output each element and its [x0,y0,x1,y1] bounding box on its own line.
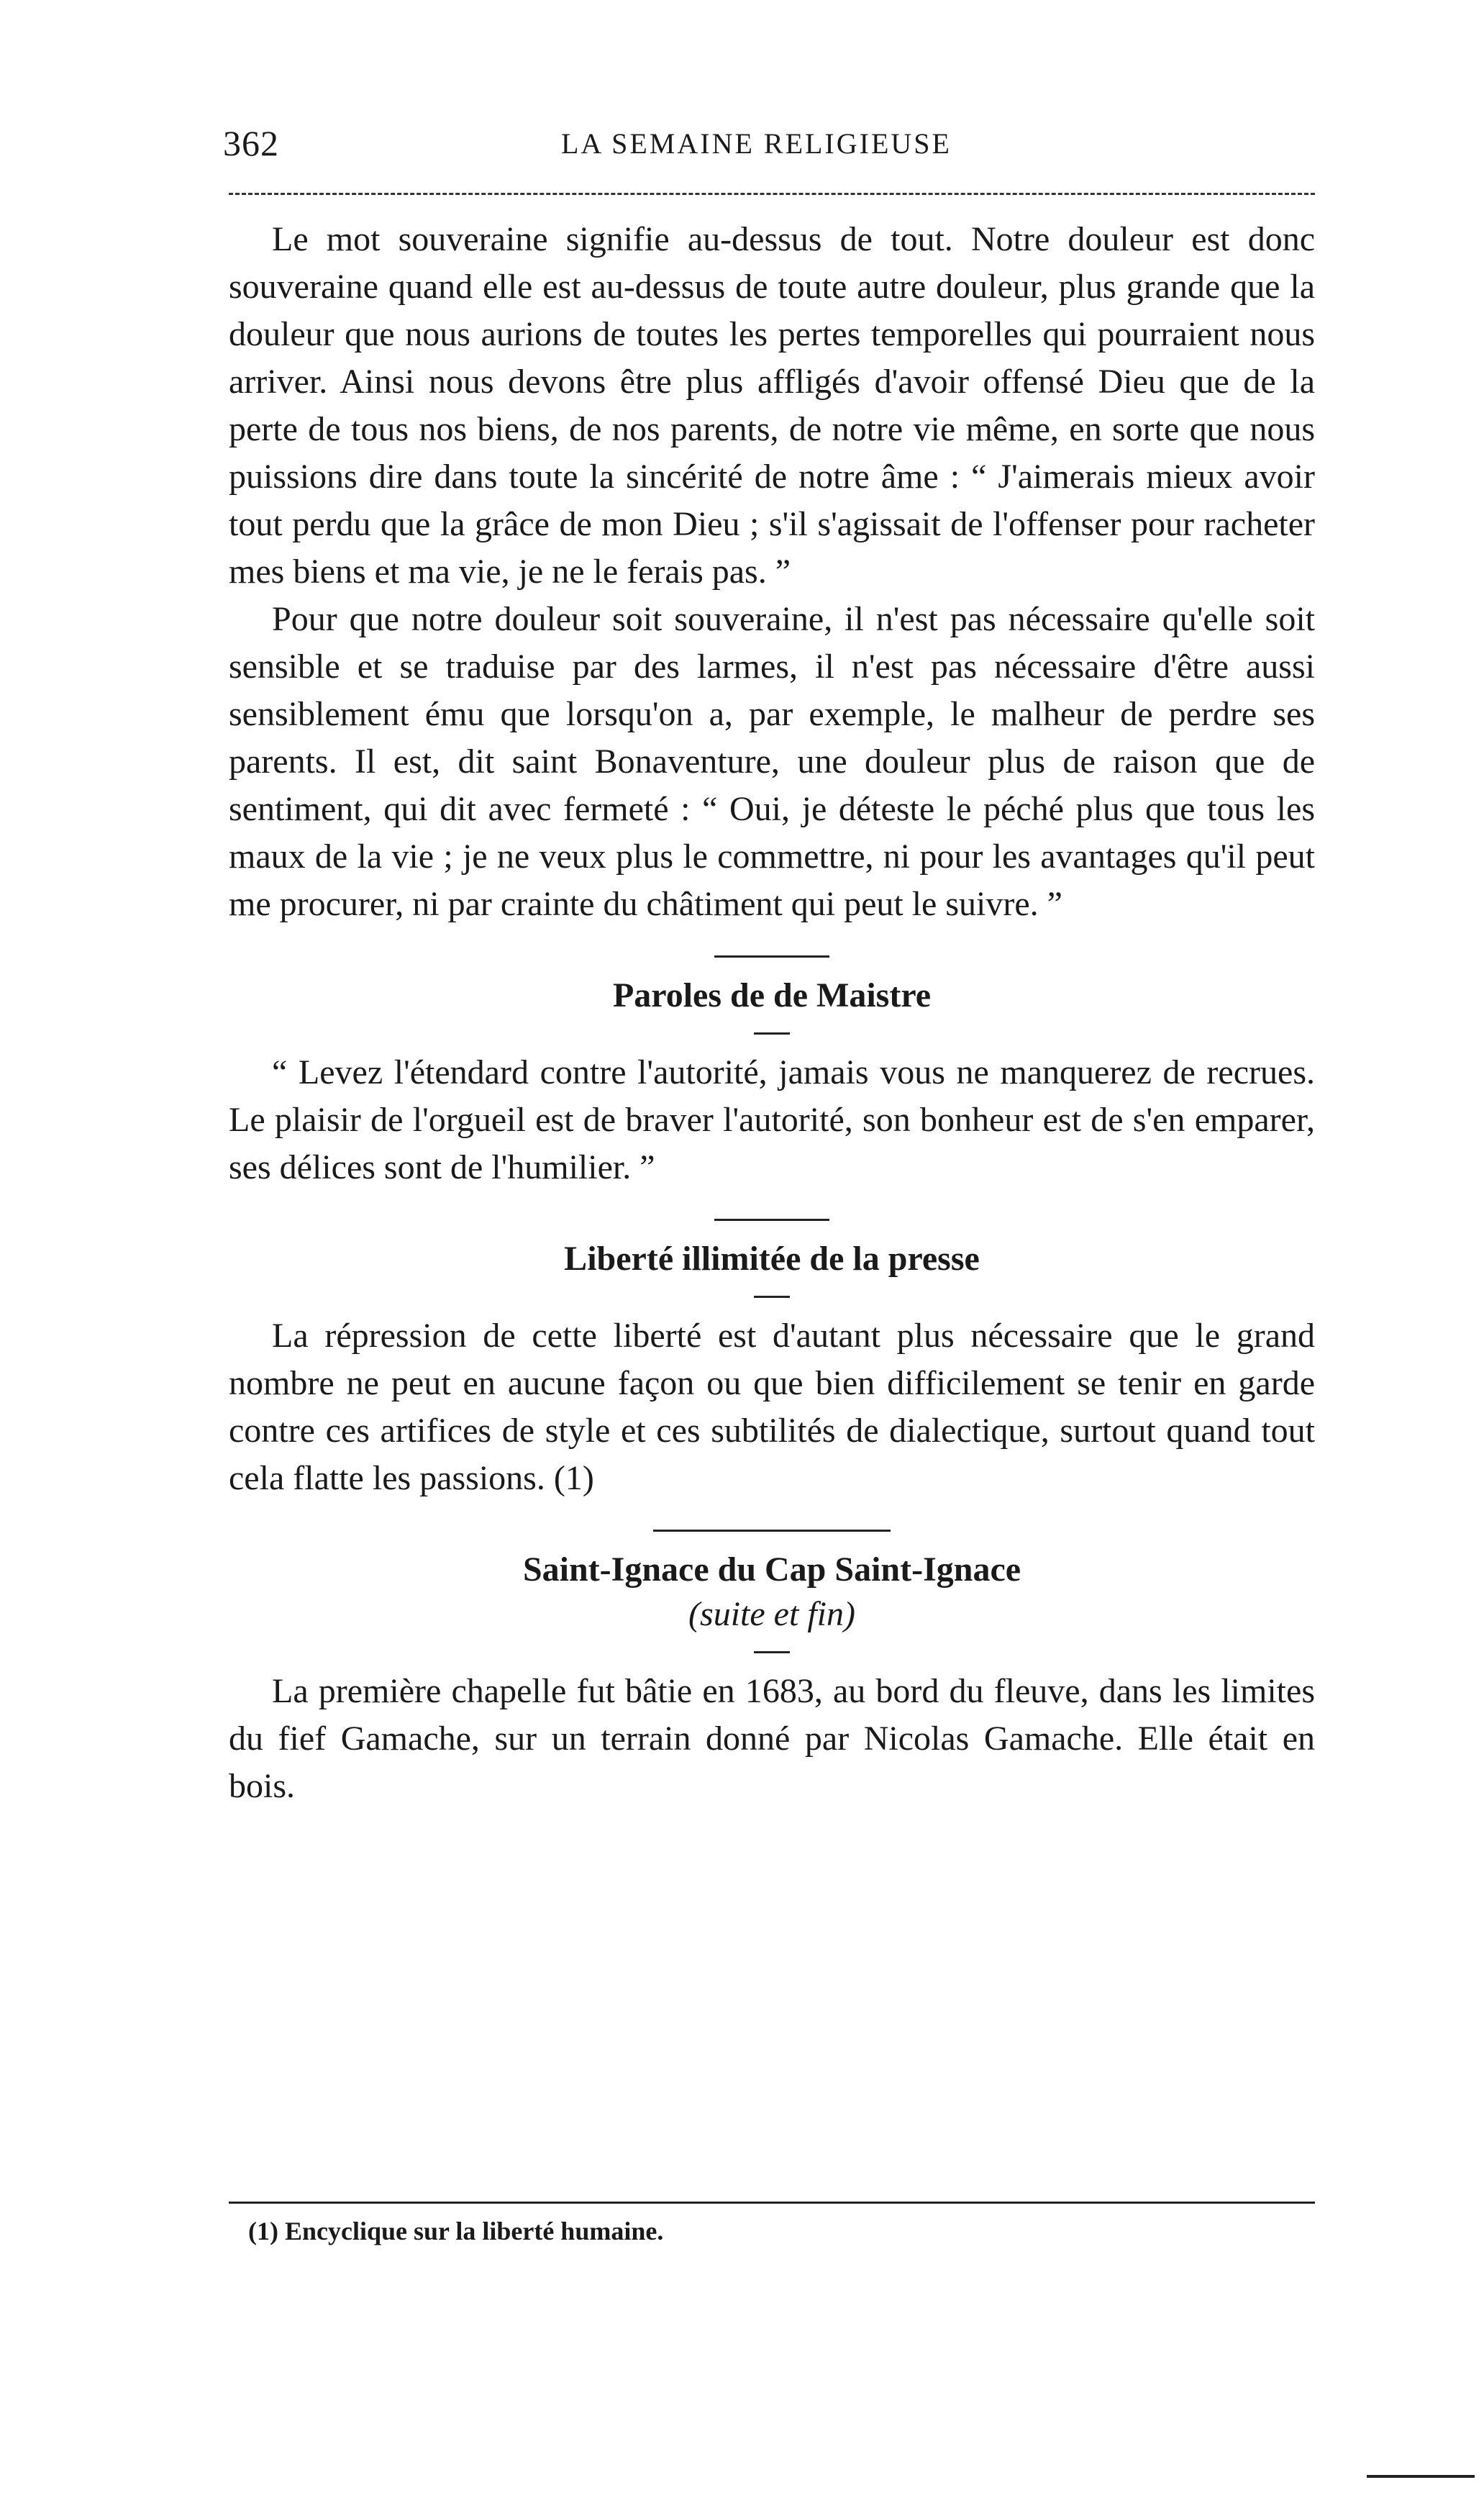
paragraph-liberte-presse: La répression de cette liberté est d'autant plus nécessaire que le grand nombre ne peut en aucune façon ou que bien difficilement se tenir en garde contre ces artifices de style et ces subtilités de dialectique, surtout quand tout cela flatte les passions. (1) [229,1317,1315,1497]
section-rule [653,1530,891,1532]
section-rule-short [754,1651,790,1653]
page-header [223,122,1316,180]
section-rule [714,955,829,958]
paragraph-douleur-sensible: Pour que notre douleur soit souveraine, il n'est pas nécessaire qu'elle soit sensible et se traduise par des larmes, il n'est pas nécessaire d'être aussi sensiblement ému que lorsqu'on a, par exemple, le malheur de perdre ses parents. Il est, dit saint Bonaventure, une douleur plus de raison que de sentiment, qui dit avec fermeté : “ Oui, je déteste le péché plus que tous les maux de la vie ; je ne veux plus le commettre, ni pour les avantages qu'il peut me procurer, ni par crainte du châtiment qui peut le suivre. ” [229,600,1315,923]
section-subtitle-saint-ignace: (suite et fin) [688,1595,855,1633]
footnote: (1) Encyclique sur la liberté humaine. [248,2217,664,2245]
footnote-rule [229,2202,1315,2204]
paragraph-saint-ignace: La première chapelle fut bâtie en 1683, au bord du fleuve, dans les limites du fief Gamache, sur un terrain donné par Nicolas Gamache. Elle était en bois. [229,1672,1315,1805]
paragraph-souveraine: Le mot souveraine signifie au-dessus de tout. Notre douleur est donc souveraine quand elle est au-dessus de toute autre douleur, plus grande que la douleur que nous aurions de toutes les pertes temporelles qui pourraient nous arriver. Ainsi nous devons être plus affligés d'avoir offensé Dieu que de la perte de tous nos biens, de nos parents, de notre vie même, en sorte que nous puissions dire dans toute la sincérité de notre âme : “ J'aimerais mieux avoir tout perdu que la grâce de mon Dieu ; s'il s'agissait de l'offenser pour racheter mes biens et ma vie, je ne le ferais pas. ” [229,220,1315,591]
paragraph-de-maistre: “ Levez l'étendard contre l'autorité, jamais vous ne manquerez de recrues. Le plaisir de l'orgueil est de braver l'autorité, son bonheur est de s'en emparer, ses délices sont de l'humilier. ” [229,1053,1315,1186]
corner-mark [1367,2475,1475,2478]
page-number: 362 [223,123,279,163]
header-rule [229,193,1315,195]
section-rule-short [754,1032,790,1035]
body-text [229,216,1315,1810]
section-title-liberte-presse: Liberté illimitée de la presse [564,1240,980,1278]
section-rule [714,1219,829,1221]
section-title-saint-ignace: Saint-Ignace du Cap Saint-Ignace [522,1550,1021,1589]
section-title-de-maistre: Paroles de de Maistre [612,976,932,1014]
section-rule-short [754,1296,790,1298]
running-head: LA SEMAINE RELIGIEUSE [561,127,952,160]
